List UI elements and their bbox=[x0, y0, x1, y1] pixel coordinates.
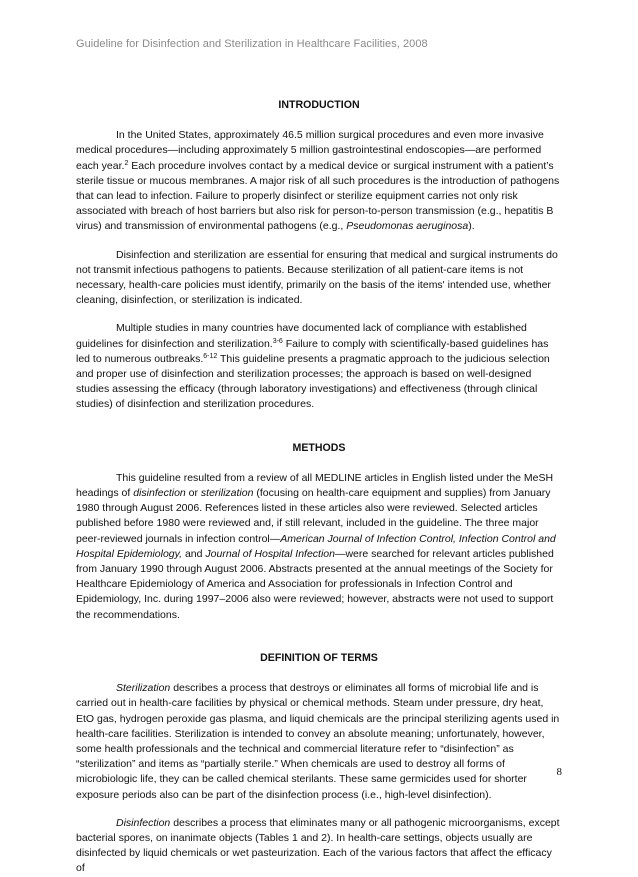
italic-text: American Journal of Infection Control, Infection Control and Hospital Epidemiology, bbox=[76, 532, 556, 560]
italic-text: Disinfection bbox=[116, 816, 171, 829]
citation-superscript: 2 bbox=[124, 159, 129, 167]
italic-text: disinfection bbox=[133, 487, 186, 500]
text-run: describes a process that eliminates many or all pathogenic microorganisms, except bacterial spores, on inanimate objects (Tables 1 and 2). In health-care settings, objects usually are disinfected by liquid chemicals or wet pasteurization. Each of the various factors that affect the efficacy of bbox=[76, 816, 560, 875]
text-run: This guideline presents a pragmatic approach to the judicious selection and proper use of disinfection and sterilization processes; the approach is based on well-designed studies assessing the efficacy (through laboratory investigations) and effectiveness (through clinical studies) of disinfection and sterilization procedures. bbox=[76, 352, 550, 411]
text-run: and bbox=[182, 547, 206, 560]
italic-text: Pseudomonas aeruginosa bbox=[346, 220, 469, 233]
definitions-paragraph-disinfection bbox=[76, 816, 562, 877]
text-run: In the United States, approximately 46.5 million surgical procedures and even more invasive medical procedures—including approximately 5 million gastrointestinal endoscopies—are performed each year. bbox=[76, 129, 544, 172]
text-run: Each procedure involves contact by a medical device or surgical instrument with a patient’s sterile tissue or mucous membranes. A major risk of all such procedures is the introduction of pathogens that can lead to infection. Failure to properly disinfect or sterilize equipment carries not only risk associated with breach of host barriers but also risk for person-to-person transmission (e.g., hepatitis B virus) and transmission of environmental pathogens (e.g., bbox=[76, 159, 560, 233]
text-run: (focusing on health-care equipment and supplies) from January 1980 through August 2006. References listed in these articles also were reviewed. Selected articles published before 1980 were reviewed and, if still relevant, included in the guideline. The three major peer-reviewed journals in infection control— bbox=[76, 487, 551, 545]
definitions-paragraph-sterilization bbox=[76, 681, 562, 803]
introduction-paragraph-1 bbox=[76, 128, 562, 234]
section-heading-introduction: INTRODUCTION bbox=[278, 99, 360, 111]
methods-paragraph-1 bbox=[76, 471, 562, 623]
italic-text: Journal of Hospital Infection bbox=[205, 547, 335, 560]
page-number: 8 bbox=[556, 766, 562, 778]
citation-superscript: 6-12 bbox=[203, 352, 218, 360]
text-run: or bbox=[185, 487, 201, 500]
running-header: Guideline for Disinfection and Sterilization in Healthcare Facilities, 2008 bbox=[76, 38, 428, 50]
text-run: describes a process that destroys or eliminates all forms of microbial life and is carried out in health-care facilities by physical or chemical methods. Steam under pressure, dry heat, EtO gas, hydrogen peroxide gas plasma, and liquid chemicals are the principal sterilizing agents used in health-care facilities. Sterilization is intended to convey an absolute meaning; unfortunately, however, some health professionals and the technical and commercial literature refer to “disinfection” as “sterilization” and items as “partially sterile.” When chemicals are used to destroy all forms of microbiologic life, they can be called chemical sterilants. These same germicides used for shorter exposure periods also can be part of the disinfection process (i.e., high-level disinfection). bbox=[76, 682, 560, 801]
citation-superscript: 3-6 bbox=[272, 337, 283, 345]
text-run: This guideline resulted from a review of all MEDLINE articles in English listed under the MeSH headings of bbox=[76, 471, 554, 500]
introduction-paragraph-2: Disinfection and sterilization are essential for ensuring that medical and surgical instruments do not transmit infectious pathogens to patients. Because sterilization of all patient-care items is not necessary, health-care policies must identify, primarily on the basis of the items' intended use, whether cleaning, disinfection, or sterilization is indicated. bbox=[76, 248, 558, 307]
italic-text: sterilization bbox=[200, 487, 254, 500]
text-run: ). bbox=[468, 220, 475, 233]
text-run: Multiple studies in many countries have documented lack of compliance with established guidelines for disinfection and sterilization. bbox=[76, 322, 527, 350]
section-heading-definition-of-terms: DEFINITION OF TERMS bbox=[260, 651, 378, 664]
document-body bbox=[76, 98, 562, 877]
text-run: —were searched for relevant articles published from January 1990 through August 2006. Abstracts presented at the annual meetings of the Society for Healthcare Epidemiology of America and Association for professionals in Infection Control and Epidemiology, Inc. during 1997–2006 also were reviewed; however, abstracts were not used to support the recommendations. bbox=[76, 547, 554, 621]
italic-text: Sterilization bbox=[116, 682, 171, 695]
text-run: Failure to comply with scientifically-based guidelines has led to numerous outbreaks. bbox=[76, 337, 549, 365]
section-heading-methods: METHODS bbox=[292, 441, 346, 454]
introduction-paragraph-3 bbox=[76, 321, 562, 412]
